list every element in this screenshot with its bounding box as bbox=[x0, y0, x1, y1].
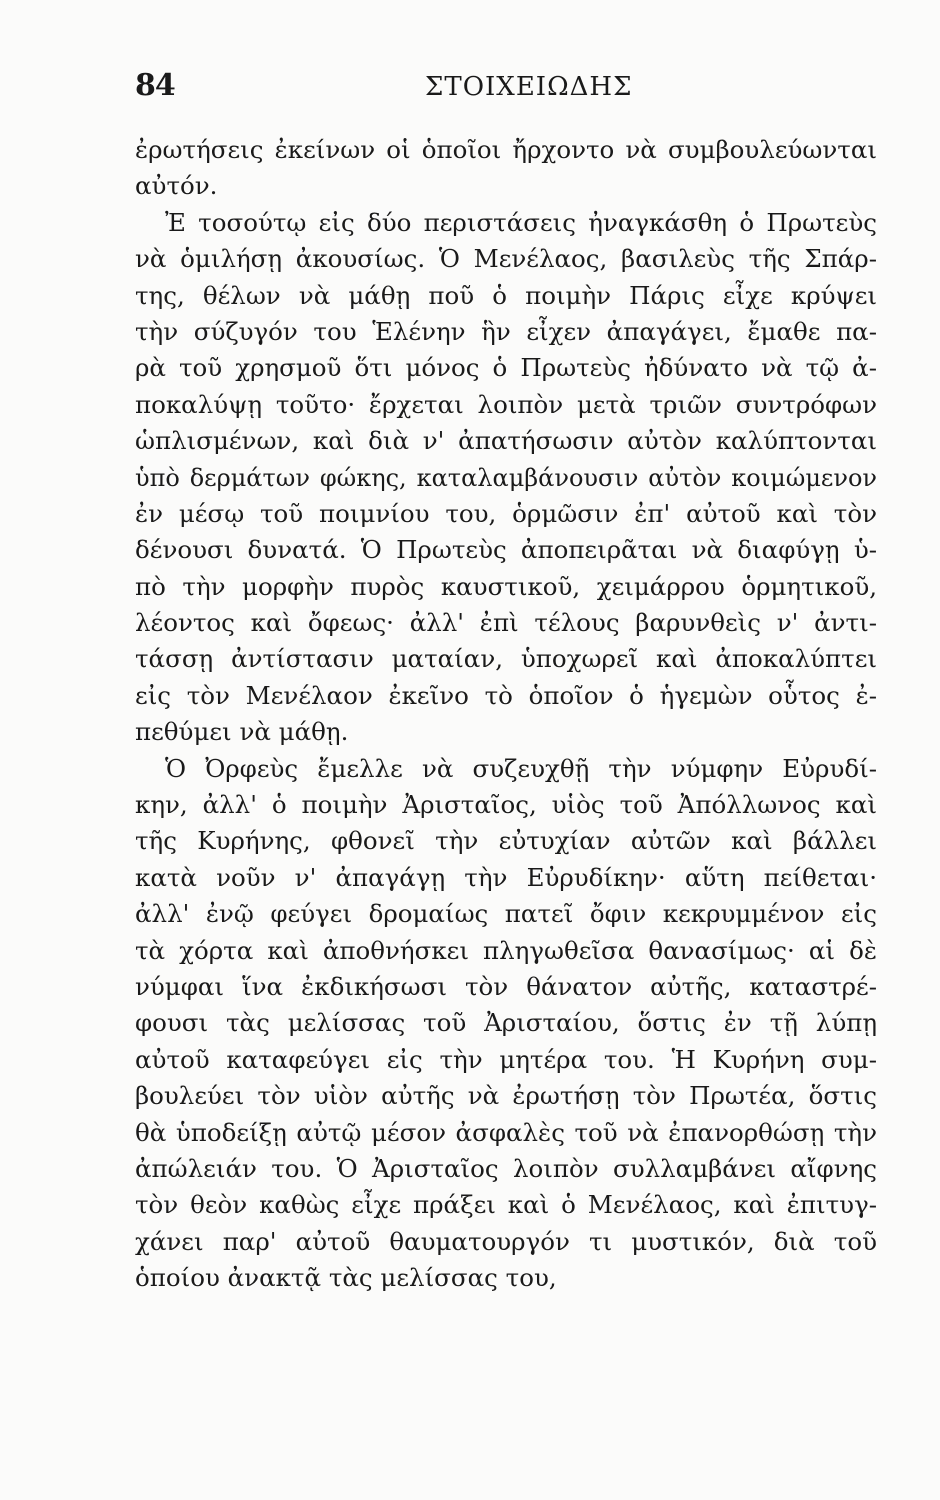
text-line: αὐτοῦ καταφεύγει εἰς τὴν μητέρα του. Ἡ Κυρήνη συμ- bbox=[135, 1044, 877, 1074]
text-line: τῆς Κυρήνης, φθονεῖ τὴν εὐτυχίαν αὐτῶν καὶ βάλλει bbox=[135, 826, 877, 856]
text-line: ὑπὸ δερμάτων φώκης, καταλαμβάνουσιν αὐτὸν κοιμώμενον bbox=[135, 463, 877, 492]
text-line: κην, ἀλλ' ὁ ποιμὴν Ἀρισταῖος, υἱὸς τοῦ Ἀπόλλωνος καὶ bbox=[135, 790, 877, 820]
text-line: ποκαλύψῃ τοῦτο· ἔρχεται λοιπὸν μετὰ τριῶν συντρόφων bbox=[135, 389, 877, 419]
text-line: χάνει παρ' αὐτοῦ θαυματουργόν τι μυστικόν, διὰ τοῦ bbox=[135, 1226, 877, 1256]
text-line: βουλεύει τὸν υἱὸν αὐτῆς νὰ ἐρωτήσῃ τὸν Πρωτέα, ὅστις bbox=[135, 1081, 877, 1111]
text-line: της, θέλων νὰ μάθῃ ποῦ ὁ ποιμὴν Πάρις εἶχε κρύψει bbox=[135, 280, 877, 310]
text-line: τὴν σύζυγόν του Ἑλένην ἣν εἶχεν ἀπαγάγει, ἔμαθε πα- bbox=[135, 316, 877, 346]
text-line: κατὰ νοῦν ν' ἀπαγάγῃ τὴν Εὐρυδίκην· αὕτη πείθεται· bbox=[135, 862, 877, 892]
text-line: τὰ χόρτα καὶ ἀποθνήσκει πληγωθεῖσα θανασίμως· αἱ δὲ bbox=[135, 935, 877, 965]
text-line: Ὁ Ὀρφεὺς ἔμελλε νὰ συζευχθῇ τὴν νύμφην Εὐρυδί- bbox=[165, 753, 877, 783]
text-line: ὡπλισμένων, καὶ διὰ ν' ἀπατήσωσιν αὐτὸν καλύπτονται bbox=[135, 426, 877, 456]
text-line: ἀλλ' ἐνῷ φεύγει δρομαίως πατεῖ ὄφιν κεκρυμμένον εἰς bbox=[135, 899, 877, 929]
text-line: τὸν θεὸν καθὼς εἶχε πράξει καὶ ὁ Μενέλαος, καὶ ἐπιτυγ- bbox=[135, 1190, 877, 1220]
text-line: πεθύμει νὰ μάθῃ. bbox=[135, 717, 349, 747]
running-head: ΣΤΟΙΧΕΙΩΔΗΣ bbox=[425, 72, 633, 102]
text-line: νύμφαι ἵνα ἐκδικήσωσι τὸν θάνατον αὐτῆς, καταστρέ- bbox=[135, 971, 877, 1001]
text-line: φουσι τὰς μελίσσας τοῦ Ἀρισταίου, ὅστις ἐν τῇ λύπῃ bbox=[135, 1008, 877, 1038]
text-line: αὐτόν. bbox=[135, 171, 218, 201]
body-text bbox=[135, 132, 877, 1297]
text-line: εἰς τὸν Μενέλαον ἐκεῖνο τὸ ὁποῖον ὁ ἡγεμὼν οὗτος ἐ- bbox=[135, 680, 877, 710]
text-line: νὰ ὁμιλήσῃ ἀκουσίως. Ὁ Μενέλαος, βασιλεὺς τῆς Σπάρ- bbox=[135, 244, 877, 274]
text-line: Ἐ τοσούτῳ εἰς δύο περιστάσεις ἠναγκάσθη ὁ Πρωτεὺς bbox=[165, 207, 877, 237]
text-line: λέοντος καὶ ὄφεως· ἀλλ' ἐπὶ τέλους βαρυνθεὶς ν' ἀντι- bbox=[135, 608, 877, 638]
text-line: δένουσι δυνατά. Ὁ Πρωτεὺς ἀποπειρᾶται νὰ διαφύγῃ ὑ- bbox=[135, 535, 877, 565]
page-header bbox=[135, 68, 875, 118]
text-line: τάσσῃ ἀντίστασιν ματαίαν, ὑποχωρεῖ καὶ ἀποκαλύπτει bbox=[135, 644, 877, 674]
text-line: ἐν μέσῳ τοῦ ποιμνίου του, ὁρμῶσιν ἐπ' αὐτοῦ καὶ τὸν bbox=[135, 498, 877, 528]
text-line: ρὰ τοῦ χρησμοῦ ὅτι μόνος ὁ Πρωτεὺς ἠδύνατο νὰ τῷ ἀ- bbox=[135, 353, 877, 383]
text-line: ἐρωτήσεις ἐκείνων οἱ ὁποῖοι ἤρχοντο νὰ συμβουλεύωνται bbox=[135, 135, 877, 164]
text-line: πὸ τὴν μορφὴν πυρὸς καυστικοῦ, χειμάρρου ὁρμητικοῦ, bbox=[135, 571, 877, 601]
text-line: θὰ ὑποδείξῃ αὐτῷ μέσον ἀσφαλὲς τοῦ νὰ ἐπανορθώσῃ τὴν bbox=[135, 1117, 877, 1147]
page-number: 84 bbox=[135, 68, 175, 103]
text-line: ἀπώλειάν του. Ὁ Ἀρισταῖος λοιπὸν συλλαμβάνει αἴφνης bbox=[135, 1153, 877, 1183]
text-line: ὁποίου ἀνακτᾷ τὰς μελίσσας του, bbox=[135, 1263, 557, 1293]
